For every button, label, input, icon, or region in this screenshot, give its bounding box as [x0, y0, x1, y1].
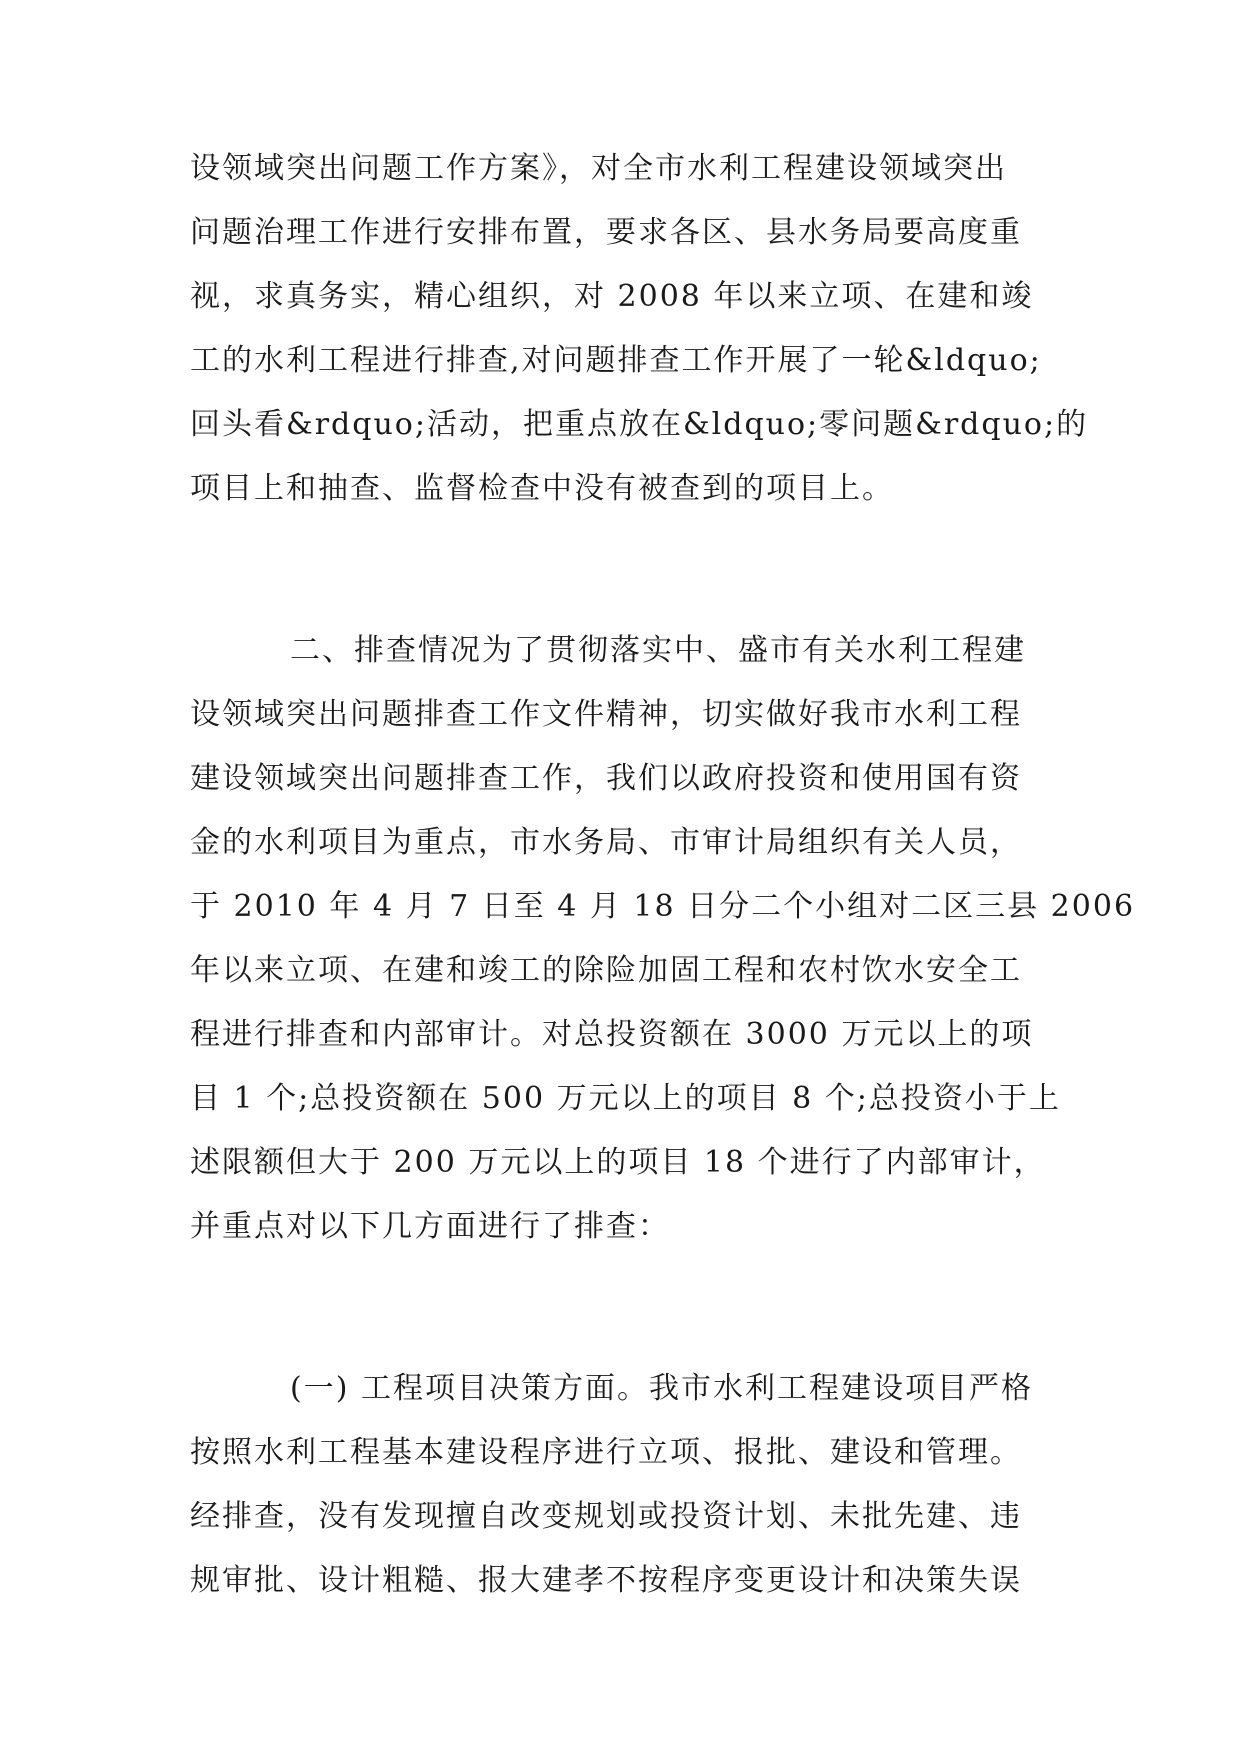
text-line: 于 2010 年 4 月 7 日至 4 月 18 日分二个小组对二区三县 2006	[190, 889, 1136, 924]
text-line: 工的水利工程进行排查,对问题排查工作开展了一轮&ldquo;	[190, 343, 1042, 378]
text-line: 回头看&rdquo;活动，把重点放在&ldquo;零问题&rdquo;的	[190, 407, 1089, 442]
text-line: 规审批、设计粗糙、报大建孝不按程序变更设计和决策失误	[190, 1563, 1022, 1598]
text-line: 问题治理工作进行安排布置，要求各区、县水务局要高度重	[190, 215, 1022, 250]
text-line: 设领域突出问题排查工作文件精神，切实做好我市水利工程	[190, 697, 1022, 732]
text-line: (一) 工程项目决策方面。我市水利工程建设项目严格	[290, 1371, 1033, 1406]
text-line: 并重点对以下几方面进行了排查：	[190, 1209, 670, 1244]
text-line: 建设领域突出问题排查工作，我们以政府投资和使用国有资	[190, 761, 1022, 796]
text-line: 设领域突出问题工作方案》，对全市水利工程建设领域突出	[190, 151, 1007, 186]
text-line: 经排查，没有发现擅自改变规划或投资计划、未批先建、违	[190, 1499, 1022, 1534]
text-line: 按照水利工程基本建设程序进行立项、报批、建设和管理。	[190, 1435, 1022, 1470]
text-line: 年以来立项、在建和竣工的除险加固工程和农村饮水安全工	[190, 953, 1022, 988]
text-line: 目 1 个;总投资额在 500 万元以上的项目 8 个;总投资小于上	[190, 1081, 1061, 1116]
text-line: 程进行排查和内部审计。对总投资额在 3000 万元以上的项	[190, 1017, 1034, 1052]
text-line: 金的水利项目为重点，市水务局、市审计局组织有关人员，	[190, 825, 1022, 860]
text-line: 述限额但大于 200 万元以上的项目 18 个进行了内部审计，	[190, 1145, 1046, 1180]
text-line: 视，求真务实，精心组织，对 2008 年以来立项、在建和竣	[190, 279, 1034, 314]
text-line: 二、排查情况为了贯彻落实中、盛市有关水利工程建	[290, 633, 1026, 668]
text-line: 项目上和抽查、监督检查中没有被查到的项目上。	[190, 471, 894, 506]
